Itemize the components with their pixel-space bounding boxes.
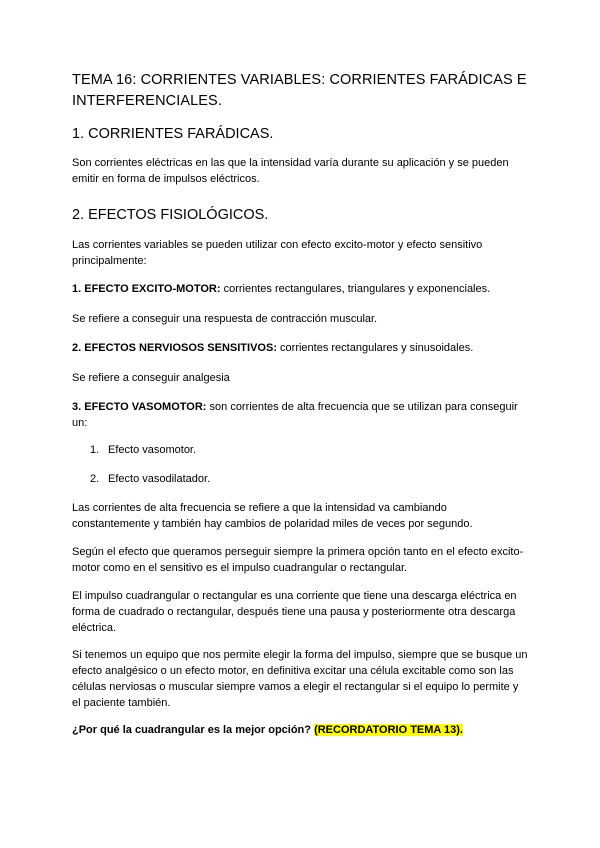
equipment-paragraph: Si tenemos un equipo que nos permite elegir la forma del impulso, siempre que se busque un efecto analgésico o un efecto motor, en definitiva excitar una célula excitable como son las células nerviosas o muscular siempre vamos a elegir el rectangular si el equipo lo permite y el paciente también.	[72, 649, 528, 709]
section-2-heading: 2. EFECTOS FISIOLÓGICOS.	[72, 207, 269, 223]
effect-3-label: 3. EFECTO VASOMOTOR:	[72, 401, 207, 413]
effect-1-text: corrientes rectangulares, triangulares y exponenciales.	[220, 283, 491, 295]
section-2-intro: Las corrientes variables se pueden utilizar con efecto excito-motor y efecto sensitivo principalmente:	[72, 239, 483, 267]
effect-3-paragraph	[72, 399, 528, 431]
question-paragraph	[72, 722, 528, 738]
document-title: TEMA 16: CORRIENTES VARIABLES: CORRIENTES FARÁDICAS E INTERFERENCIALES.	[72, 72, 527, 109]
section-1-heading: 1. CORRIENTES FARÁDICAS.	[72, 126, 274, 142]
high-frequency-paragraph: Las corrientes de alta frecuencia se refiere a que la intensidad va cambiando constantemente y también hay cambios de polaridad miles de veces por segundo.	[72, 502, 473, 530]
effect-1-note: Se refiere a conseguir una respuesta de contracción muscular.	[72, 313, 378, 325]
list-item-number: 1.	[90, 444, 100, 456]
reminder-highlight: (RECORDATORIO TEMA 13).	[314, 724, 463, 736]
list-item	[90, 442, 196, 458]
effect-choice-paragraph: Según el efecto que queramos perseguir siempre la primera opción tanto en el efecto excito-motor como en el sensitivo es el impulso cuadrangular o rectangular.	[72, 546, 524, 574]
effect-2-text: corrientes rectangulares y sinusoidales.	[276, 342, 474, 354]
list-item	[90, 471, 210, 487]
effect-2-label: 2. EFECTOS NERVIOSOS SENSITIVOS:	[72, 342, 277, 354]
list-item-text: Efecto vasomotor.	[108, 444, 197, 456]
effect-2-note: Se refiere a conseguir analgesia	[72, 372, 230, 384]
effect-2-paragraph	[72, 340, 528, 356]
question-text: ¿Por qué la cuadrangular es la mejor opción?	[72, 724, 315, 736]
effect-3-text: son corrientes de alta frecuencia que se utilizan para conseguir un:	[72, 401, 518, 429]
impulse-paragraph: El impulso cuadrangular o rectangular es una corriente que tiene una descarga eléctrica en forma de cuadrado o rectangular, después tiene una pausa y posteriormente otra descarga eléctrica.	[72, 590, 517, 634]
list-item-number: 2.	[90, 473, 100, 485]
effect-1-paragraph	[72, 281, 528, 297]
section-1-paragraph: Son corrientes eléctricas en las que la intensidad varía durante su aplicación y se pueden emitir en forma de impulsos eléctricos.	[72, 157, 509, 185]
list-item-text: Efecto vasodilatador.	[108, 473, 211, 485]
effect-1-label: 1. EFECTO EXCITO-MOTOR:	[72, 283, 221, 295]
